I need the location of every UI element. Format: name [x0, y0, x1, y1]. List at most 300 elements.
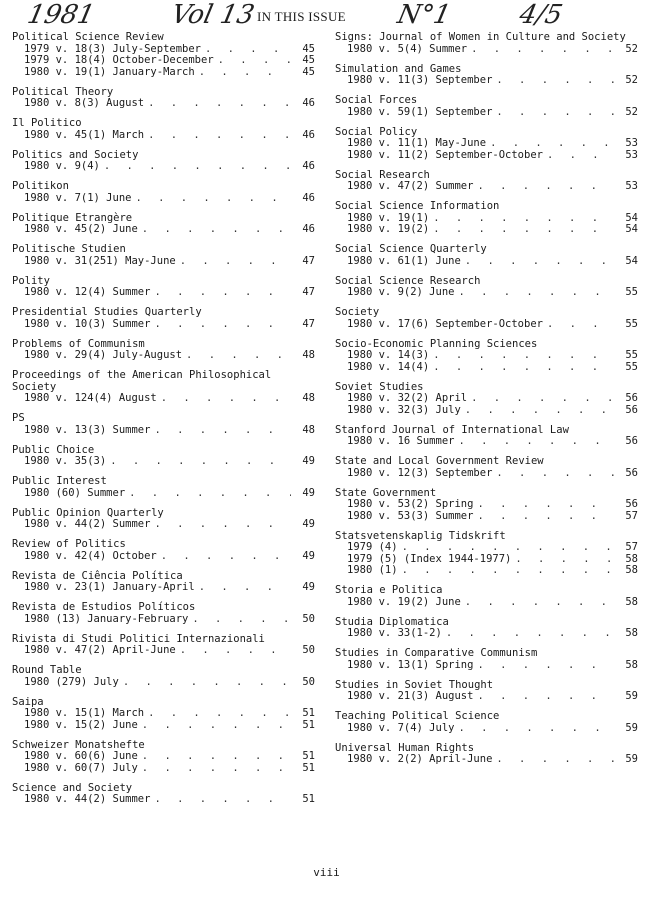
- journal-entry: [12, 181, 315, 204]
- dot-leader: [129, 488, 291, 500]
- dot-leader: [192, 614, 291, 626]
- dot-leader: [161, 551, 291, 563]
- issue-text: 1980 v. 61(1) June: [347, 254, 461, 267]
- journal-entry: [335, 617, 638, 640]
- issue-text: 1980 (13) January-February: [24, 612, 189, 625]
- dot-leader: [402, 565, 614, 577]
- issue-line: [335, 362, 638, 374]
- issue-page: 58: [625, 564, 638, 576]
- issue-text: 1980 v. 10(3) Summer: [24, 317, 151, 330]
- dot-leader: [154, 319, 291, 331]
- journal-entry: [12, 118, 315, 141]
- issue-text: 1980 v. 32(2) April: [347, 392, 468, 404]
- issue-line: [335, 107, 638, 119]
- journal-title: Social Science Information: [335, 200, 500, 212]
- issue-text: 1980 v. 32(3) July: [347, 403, 461, 416]
- issue-line: [335, 691, 638, 703]
- journal-title: Polity: [12, 274, 50, 287]
- issue-page: 49: [302, 549, 315, 562]
- issue-page: 56: [625, 498, 638, 510]
- issue-page: 48: [302, 349, 315, 361]
- issue-line: [335, 660, 638, 672]
- journal-entry: [335, 488, 638, 523]
- journal-entry: [12, 213, 315, 236]
- dot-leader: [477, 499, 614, 511]
- issue-text: 1980 v. 15(2) June: [24, 718, 138, 731]
- journal-entry: [12, 339, 315, 362]
- handwritten-date: 4/5: [516, 0, 566, 30]
- journal-title: Stanford Journal of International Law: [335, 423, 569, 436]
- dot-leader: [477, 511, 614, 523]
- dot-leader: [515, 554, 614, 566]
- journal-title: Politics and Society: [12, 148, 139, 161]
- dot-leader: [104, 161, 291, 173]
- issue-page: 52: [625, 74, 638, 86]
- issue-line: [335, 350, 638, 362]
- issue-text: 1980 v. 16 Summer: [347, 435, 455, 447]
- page-number: viii: [313, 866, 340, 879]
- issue-page: 47: [302, 317, 315, 330]
- issue-text: 1980 v. 19(2): [347, 223, 430, 235]
- issue-page: 56: [625, 403, 638, 416]
- issue-text: 1980 v. 47(2) Summer: [347, 180, 474, 192]
- journal-title: Studies in Comparative Communism: [335, 647, 538, 659]
- dot-leader: [199, 582, 291, 594]
- issue-page: 51: [302, 707, 315, 719]
- issue-text: 1980 v. 7(4) July: [347, 721, 455, 734]
- issue-page: 54: [625, 223, 638, 235]
- dot-leader: [547, 150, 614, 162]
- journal-title: Presidential Studies Quarterly: [12, 306, 202, 318]
- issue-line: [12, 350, 315, 362]
- issue-line: [12, 425, 315, 437]
- issue-line: [335, 754, 638, 766]
- issue-page: 59: [625, 721, 638, 734]
- issue-page: 53: [625, 180, 638, 192]
- dot-leader: [142, 751, 291, 763]
- issue-line: [335, 511, 638, 523]
- issue-page: 57: [625, 541, 638, 553]
- issue-line: [12, 98, 315, 110]
- journal-entry: [335, 456, 638, 479]
- journal-entry: [12, 740, 315, 775]
- issue-line: [12, 319, 315, 331]
- issue-line: [335, 436, 638, 448]
- dot-leader: [402, 542, 614, 554]
- issue-line: [335, 256, 638, 268]
- dot-leader: [477, 660, 614, 672]
- journal-entry: [12, 307, 315, 330]
- issue-line: [12, 130, 315, 142]
- issue-page: 48: [302, 392, 315, 404]
- issue-text: 1979 (5) (Index 1944-1977): [347, 552, 512, 565]
- journal-title: Simulation and Games: [335, 62, 462, 75]
- journal-title: Signs: Journal of Women in Culture and Society: [335, 31, 626, 43]
- issue-page: 45: [302, 54, 315, 66]
- issue-page: 53: [625, 148, 638, 161]
- journal-title: Social Forces: [335, 94, 418, 106]
- issue-line: [335, 468, 638, 480]
- journal-title: Revista de Estudios Políticos: [12, 601, 196, 613]
- journal-title: Studia Diplomatica: [335, 615, 449, 628]
- issue-line: [12, 794, 315, 806]
- journal-entry: [12, 665, 315, 688]
- dot-leader: [465, 405, 614, 417]
- journal-entry: [12, 370, 315, 405]
- dot-leader: [496, 107, 614, 119]
- issue-line: [12, 645, 315, 657]
- issue-page: 57: [625, 509, 638, 522]
- dot-leader: [186, 350, 291, 362]
- journal-title: Socio-Economic Planning Sciences: [335, 337, 538, 350]
- issue-line: [335, 393, 638, 405]
- issue-page: 50: [302, 644, 315, 656]
- issue-text: 1980 v. 9(2) June: [347, 286, 455, 298]
- dot-leader: [154, 519, 291, 531]
- dot-leader: [446, 628, 614, 640]
- dot-leader: [154, 794, 291, 806]
- journal-title: PS: [12, 412, 25, 424]
- issue-text: 1980 v. 19(1) January-March: [24, 65, 195, 78]
- dot-leader: [199, 67, 291, 79]
- dot-leader: [123, 677, 291, 689]
- journal-entry: [12, 445, 315, 468]
- issue-text: 1980 v. 7(1) June: [24, 191, 132, 204]
- dot-leader: [142, 763, 291, 775]
- issue-page: 56: [625, 466, 638, 479]
- issue-line: [12, 256, 315, 268]
- issue-text: 1980 v. 2(2) April-June: [347, 753, 493, 765]
- journal-entry: [335, 244, 638, 267]
- journal-entry: [335, 339, 638, 374]
- journal-entry: [12, 571, 315, 594]
- dot-leader: [161, 393, 291, 405]
- dot-leader: [465, 256, 614, 268]
- issue-text: 1980 v. 14(3): [347, 349, 430, 361]
- journal-entry: [12, 276, 315, 299]
- issue-text: 1980 v. 23(1) January-April: [24, 581, 195, 593]
- issue-text: 1980 v. 13(3) Summer: [24, 423, 151, 436]
- journal-title: Politikon: [12, 180, 69, 192]
- dot-leader: [142, 224, 291, 236]
- dot-leader: [458, 436, 614, 448]
- dot-leader: [490, 138, 614, 150]
- dot-leader: [458, 287, 614, 299]
- dot-leader: [477, 691, 614, 703]
- issue-page: 45: [302, 42, 315, 55]
- issue-page: 49: [302, 518, 315, 530]
- issue-text: 1980 v. 8(3) August: [24, 97, 145, 109]
- issue-page: 46: [302, 160, 315, 172]
- issue-text: 1980 v. 124(4) August: [24, 392, 157, 404]
- journal-title: Round Table: [12, 664, 82, 676]
- issue-line: [12, 393, 315, 405]
- issue-page: 58: [625, 595, 638, 608]
- handwritten-year: 1981: [24, 0, 98, 30]
- journal-title: Political Theory: [12, 85, 114, 98]
- dot-leader: [154, 425, 291, 437]
- journal-entry: [335, 95, 638, 118]
- dot-leader: [110, 456, 291, 468]
- journal-entry: [12, 697, 315, 732]
- issue-page: 58: [625, 552, 638, 565]
- issue-page: 49: [302, 455, 315, 467]
- journal-entry: [335, 585, 638, 608]
- journal-title: Society: [335, 306, 380, 318]
- issue-text: 1980 v. 42(4) October: [24, 549, 157, 562]
- issue-page: 51: [302, 718, 315, 731]
- issue-line: [12, 614, 315, 626]
- issue-line: [12, 519, 315, 531]
- journal-entry: [12, 508, 315, 531]
- journal-entry: [335, 711, 638, 734]
- journal-title: Political Science Review: [12, 31, 164, 43]
- issue-page: 46: [302, 223, 315, 235]
- issue-text: 1980 v. 19(1): [347, 211, 430, 224]
- issue-text: 1980 v. 9(4): [24, 160, 100, 172]
- journal-entry: [12, 244, 315, 267]
- issue-line: [335, 499, 638, 511]
- issue-line: [12, 551, 315, 563]
- dot-leader: [458, 723, 614, 735]
- issue-text: 1980 v. 45(2) June: [24, 223, 138, 235]
- left-column: [12, 32, 315, 814]
- issue-page: 52: [625, 105, 638, 118]
- journal-title: Studies in Soviet Thought: [335, 678, 494, 691]
- journal-title: Social Science Quarterly: [335, 243, 487, 255]
- issue-line: [335, 565, 638, 577]
- issue-line: [335, 138, 638, 150]
- issue-page: 46: [302, 128, 315, 141]
- dot-leader: [205, 44, 291, 56]
- journal-entry: [335, 425, 638, 448]
- journal-title: Universal Human Rights: [335, 741, 475, 754]
- issue-text: 1980 (60) Summer: [24, 486, 126, 499]
- issue-page: 55: [625, 286, 638, 298]
- issue-text: 1980 v. 15(1) March: [24, 707, 145, 719]
- issue-text: 1980 v. 29(4) July-August: [24, 349, 183, 361]
- issue-text: 1980 v. 53(2) Spring: [347, 498, 474, 510]
- journal-title: Public Opinion Quarterly: [12, 506, 164, 519]
- dot-leader: [433, 362, 614, 374]
- issue-text: 1980 v. 44(2) Summer: [24, 518, 151, 530]
- journal-entry: [335, 127, 638, 162]
- issue-page: 49: [302, 486, 315, 499]
- issue-page: 45: [302, 65, 315, 78]
- issue-text: 1980 v. 14(4): [347, 360, 430, 373]
- journal-entry: [335, 307, 638, 330]
- issue-line: [335, 181, 638, 193]
- dot-leader: [148, 98, 291, 110]
- dot-leader: [148, 130, 291, 142]
- journal-title: State and Local Government Review: [335, 455, 544, 467]
- dot-leader: [433, 224, 614, 236]
- issue-line: [335, 628, 638, 640]
- journal-entry: [12, 87, 315, 110]
- issue-text: 1979 (4): [347, 541, 398, 553]
- journal-entry: [12, 476, 315, 499]
- dot-leader: [496, 468, 614, 480]
- issue-page: 51: [302, 761, 315, 774]
- issue-line: [12, 224, 315, 236]
- journal-title: Schweizer Monatshefte: [12, 738, 145, 751]
- issue-page: 53: [625, 137, 638, 149]
- issue-line: [12, 488, 315, 500]
- dot-leader: [471, 44, 614, 56]
- issue-text: 1980 v. 11(1) May-June: [347, 137, 487, 149]
- issue-line: [335, 75, 638, 87]
- handwritten-volume: Vol 13: [168, 0, 257, 30]
- journal-title: Public Choice: [12, 443, 95, 456]
- issue-page: 52: [625, 42, 638, 55]
- journal-title: Il Politico: [12, 117, 82, 129]
- issue-text: 1980 v. 44(2) Summer: [24, 793, 151, 805]
- journal-title: Politique Etrangère: [12, 211, 133, 224]
- issue-text: 1979 v. 18(3) July-September: [24, 42, 202, 55]
- dot-leader: [433, 350, 614, 362]
- issue-line: [12, 161, 315, 173]
- issue-page: 54: [625, 254, 638, 267]
- page-title: IN THIS ISSUE: [257, 9, 346, 24]
- issue-line: [12, 193, 315, 205]
- issue-page: 55: [625, 349, 638, 361]
- issue-page: 56: [625, 435, 638, 447]
- issue-page: 50: [302, 675, 315, 688]
- issue-page: 55: [625, 317, 638, 330]
- dot-leader: [180, 645, 291, 657]
- journal-entry: [335, 680, 638, 703]
- journal-entry: [12, 602, 315, 625]
- issue-text: 1980 v. 17(6) September-October: [347, 317, 543, 330]
- issue-line: [335, 405, 638, 417]
- journal-title: Proceedings of the American Philosophical Society: [12, 369, 272, 393]
- dot-leader: [180, 256, 291, 268]
- issue-line: [12, 67, 315, 79]
- issue-line: [12, 456, 315, 468]
- issue-text: 1980 (279) July: [24, 675, 119, 688]
- issue-line: [12, 677, 315, 689]
- issue-line: [335, 542, 638, 554]
- journal-title: Social Research: [335, 168, 430, 181]
- journal-entry: [335, 648, 638, 671]
- issue-text: 1980 v. 47(2) April-June: [24, 644, 176, 656]
- journal-title: Problems of Communism: [12, 337, 145, 350]
- issue-line: [335, 319, 638, 331]
- journal-entry: [335, 743, 638, 766]
- issue-page: 59: [625, 690, 638, 702]
- issue-text: 1980 v. 35(3): [24, 455, 107, 467]
- journal-title: Social Policy: [335, 125, 418, 138]
- issue-text: 1980 v. 19(2) June: [347, 595, 461, 608]
- issue-page: 51: [302, 750, 315, 762]
- journal-title: State Government: [335, 486, 437, 499]
- issue-page: 50: [302, 612, 315, 625]
- issue-page: 54: [625, 211, 638, 224]
- journal-entry: [335, 382, 638, 417]
- journal-title: Review of Politics: [12, 538, 126, 550]
- issue-text: 1980 v. 53(3) Summer: [347, 509, 474, 522]
- dot-leader: [154, 287, 291, 299]
- journal-title: Storia e Politica: [335, 584, 443, 596]
- issue-page: 59: [625, 753, 638, 765]
- issue-page: 51: [302, 793, 315, 805]
- issue-line: [12, 751, 315, 763]
- dot-leader: [471, 393, 614, 405]
- dot-leader: [477, 181, 614, 193]
- journal-title: Public Interest: [12, 475, 107, 487]
- issue-text: 1980 v. 21(3) August: [347, 690, 474, 702]
- dot-leader: [547, 319, 614, 331]
- journal-entry: [12, 634, 315, 657]
- issue-page: 47: [302, 286, 315, 298]
- journal-title: Statsvetenskaplig Tidskrift: [335, 529, 506, 542]
- issue-line: [335, 44, 638, 56]
- journal-title: Revista de Ciência Política: [12, 569, 183, 582]
- handwritten-number: N°1: [394, 0, 454, 30]
- journal-entry: [12, 32, 315, 78]
- issue-page: 48: [302, 423, 315, 436]
- issue-page: 46: [302, 97, 315, 109]
- issue-text: 1979 v. 18(4) October-December: [24, 54, 214, 66]
- issue-text: 1980 v. 13(1) Spring: [347, 658, 474, 671]
- journal-title: Teaching Political Science: [335, 710, 500, 722]
- issue-text: 1980 v. 60(7) July: [24, 761, 138, 774]
- issue-text: 1980 v. 11(3) September: [347, 74, 493, 86]
- dot-leader: [142, 720, 291, 732]
- journal-entry: [12, 783, 315, 806]
- issue-line: [335, 224, 638, 236]
- issue-text: 1980 v. 60(6) June: [24, 750, 138, 762]
- journal-title: Rivista di Studi Politici Internazionali: [12, 632, 265, 645]
- dot-leader: [465, 597, 614, 609]
- issue-text: 1980 v. 5(4) Summer: [347, 42, 468, 55]
- journal-entry: [12, 150, 315, 173]
- issue-page: 49: [302, 581, 315, 593]
- journal-entry: [335, 531, 638, 577]
- journal-entry: [12, 539, 315, 562]
- right-column: [335, 32, 638, 774]
- issue-line: [12, 763, 315, 775]
- issue-line: [12, 55, 315, 67]
- issue-line: [335, 597, 638, 609]
- dot-leader: [433, 213, 614, 225]
- issue-text: 1980 v. 11(2) September-October: [347, 148, 543, 161]
- issue-page: 58: [625, 627, 638, 639]
- journal-entry: [335, 32, 638, 55]
- issue-text: 1980 v. 12(3) September: [347, 466, 493, 479]
- journal-entry: [335, 201, 638, 236]
- issue-page: 56: [625, 392, 638, 404]
- issue-line: [12, 287, 315, 299]
- dot-leader: [148, 708, 291, 720]
- dot-leader: [218, 55, 291, 67]
- issue-text: 1980 v. 59(1) September: [347, 105, 493, 118]
- issue-text: 1980 v. 33(1-2): [347, 627, 442, 639]
- issue-page: 47: [302, 254, 315, 267]
- journal-title: Science and Society: [12, 781, 133, 794]
- issue-line: [12, 708, 315, 720]
- journal-title: Saipa: [12, 695, 44, 708]
- issue-page: 55: [625, 360, 638, 373]
- journal-title: Social Science Research: [335, 274, 481, 287]
- issue-line: [335, 723, 638, 735]
- issue-page: 46: [302, 191, 315, 204]
- journal-entry: [335, 276, 638, 299]
- journal-title: Soviet Studies: [335, 380, 424, 393]
- issue-text: 1980 v. 12(4) Summer: [24, 286, 151, 298]
- issue-text: 1980 (1): [347, 564, 398, 576]
- dot-leader: [135, 193, 291, 205]
